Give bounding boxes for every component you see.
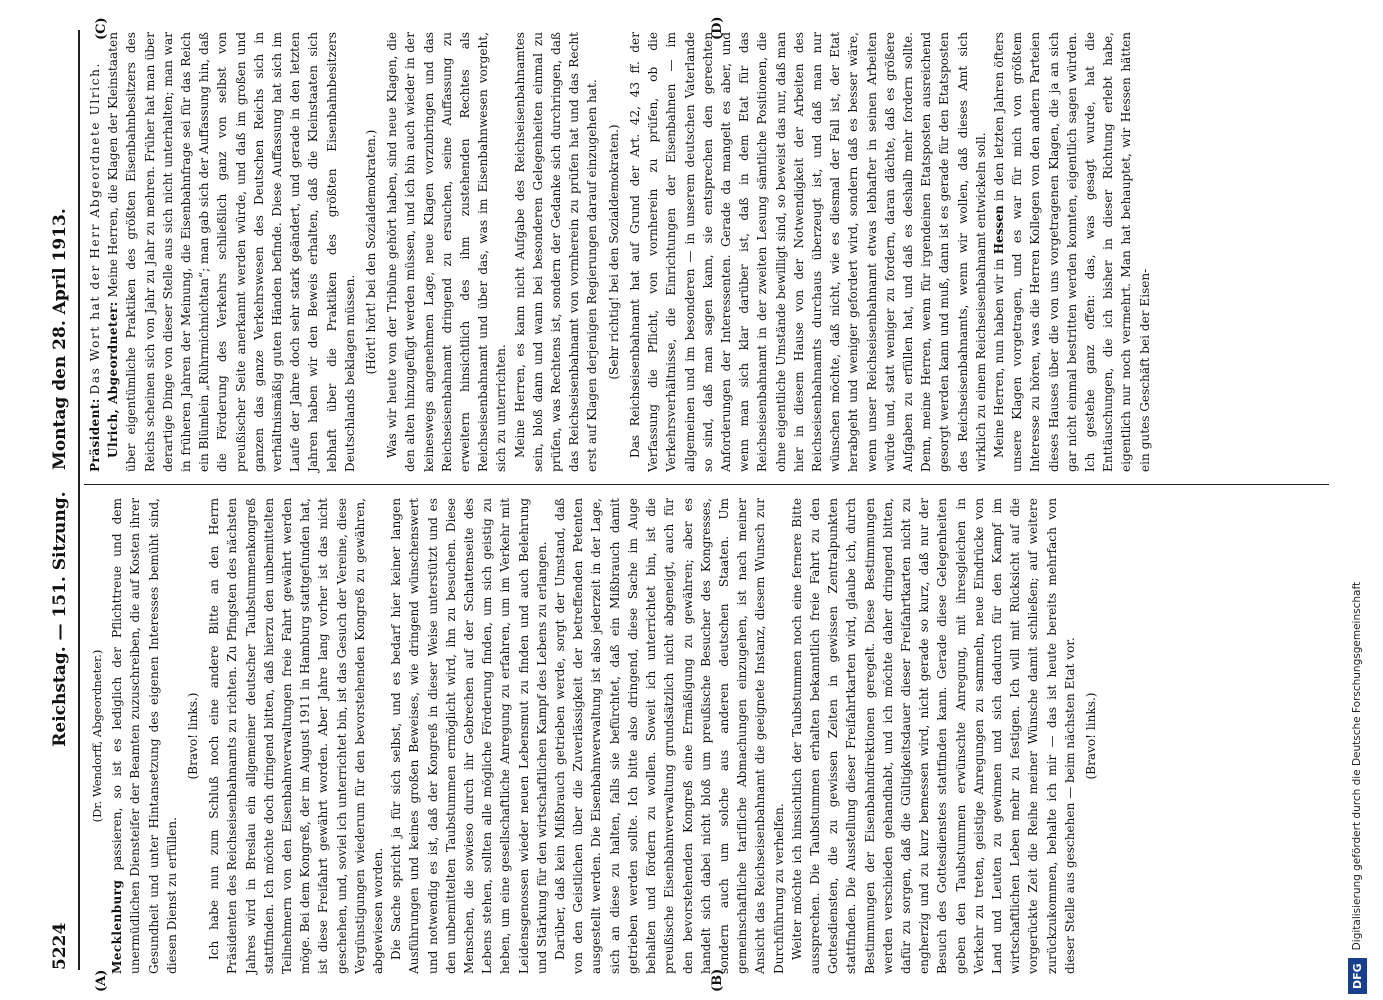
session-date: Montag den 28. April 1913. — [50, 208, 70, 470]
paragraph: Ich habe nun zum Schluß noch eine andere Bitte an den Herrn Präsidenten des Reichseisenbahnamts zu richten. Zu Pfingsten des nächsten Jahres wird in Breslau ein allgemeiner deutscher Taubstummenkongreß stattfinden. Ich möchte doch dringend bitten, daß hierzu den unbemittelten Teilnehmern von den Eisenbahnverwaltungen freie Fahrt gewährt werden möge. Bei dem Kongreß, der im August 1911 in Hamburg stattgefunden hat, ist diese Freifahrt gewährt worden. Aber Jahre lang vorher ist das nicht geschehen, und, soviel ich unterrichtet bin, ist das Gesuch der Vereine, diese Vergünstigungen wiederum für den bevorstehenden Kongreß zu gewähren, abgewiesen worden. — [207, 498, 386, 974]
paragraph-text: passieren, so ist es lediglich der Pflichttreue und dem unermüdlichen Diensteifer der Beamten zuzuschreiben, die auf Kosten ihrer Gesundheit und unter Hintansetzung des eigenen Interesses bemüht sind, diesen Dienst zu erfüllen. — [110, 498, 179, 974]
margin-mark-c: (C) — [94, 17, 109, 40]
applause-note: (Bravo! links.) — [186, 692, 201, 780]
paragraph-text: in den letzten Jahren öfters unsere Klagen vorgetragen, und es war für mich von größtem Interesse zu hören, was die Herren Kollegen von den andern Parteien dieses Hauses über die von uns vorgetragenen Klagen, die ja an sich gar nicht einmal bestritten werden konnten, eigentlich sagen würden. Ich gestehe ganz offen: das, was gesagt wurde, hat die Enttäuschungen, die ich bisher in dieser Richtung erlebt habe, eigentlich nur noch vermehrt. Man hat behauptet, wir Hessen hätten ein gutes Geschäft bei der Eisen- — [991, 32, 1152, 472]
column-divider — [84, 484, 1329, 485]
dfg-credit-strip — [1338, 6, 1376, 994]
paragraph: Darüber, daß kein Mißbrauch getrieben werde, sorgt der Umstand, daß von den Geistlichen über die Zuverlässigkeit der betreffenden Petenten ausgestellt werden. Die Eisenbahnverwaltung ist also jederzeit in der Lage, sich an diese zu halten, falls sie befürchtet, daß ein Mißbrauch damit getrieben werden sollte. Ich bitte also dringend, diese Sache im Auge behalten und fördern zu wollen. Soweit ich unterrichtet bin, ist die preußische Eisenbahnverwaltung grundsätzlich nicht abgeneigt, auch für den bevorstehenden Kongreß eine Ermäßigung zu gewähren; aber es handelt sich dabei nicht bloß um preußische Besucher des Kongresses, sondern auch um solche aus anderen deutschen Staaten. Um gemeinschaftliche tarifliche Abmachungen einzugehen, ist nach meiner Ansicht das Reichseisenbahnamt die geeignete Instanz, diesem Wunsch zur Durchführung zu verhelfen. — [553, 498, 786, 974]
speaker-name: Ulrich, Abgeordneter: — [106, 301, 121, 458]
interjection: (Hört! hört! bei den Sozialdemokraten.) — [364, 129, 379, 375]
page-number: 5224 — [50, 922, 70, 970]
place-name: Mecklenburg — [110, 879, 125, 974]
paragraph: Weiter möchte ich hinsichtlich der Taubstummen noch eine fernere Bitte aussprechen. Die Taubstummen erhalten bekanntlich freie Fahrt zu den Gottesdiensten, die zu gewissen Zeiten in gewissen Zentralpunkten stattfinden. Die Ausstellung dieser Freifahrtkarten wird, glaube ich, durch Bestimmungen der Eisenbahndirektionen geregelt. Diese Bestimmungen werden verschieden gehandhabt, und ich möchte daher dringend bitten, dafür zu sorgen, daß die Gültigkeitsdauer dieser Freifahrtkarten nicht zu engherzig und zu kurz bemessen wird, nicht gerade so kurz, daß nur der Besuch des Gottesdienstes stattfinden kann. Gerade diese Gelegenheiten geben den Taubstummen erwünschte Anregung, mit ihresgleichen in Verkehr zu treten, geistige Anregungen zu sammeln, neue Eindrücke von Land und Leuten zu gewinnen und sich dadurch für den Kampf im wirtschaftlichen Leben mehr zu festigen. Ich will mit Rücksicht auf die vorgerückte Zeit die Reihe meiner Wünsche damit schließen; auf weitere zurückzukommen, behalte ich mir — das ist heute bereits mehrfach von dieser Stelle aus geschehen — beim nächsten Etat vor. — [789, 498, 1077, 974]
margin-mark-b: (B) — [710, 968, 725, 992]
dfg-logo: DFG — [1348, 958, 1367, 994]
running-header-left — [50, 470, 76, 970]
applause-note: (Bravo! links.) — [1083, 692, 1098, 780]
margin-mark-d: (D) — [710, 16, 725, 40]
paragraph-lead: Meine Herren, nun haben wir in — [991, 258, 1006, 458]
president-label: Präsident: — [88, 398, 102, 472]
right-column — [86, 32, 1154, 472]
president-text: Das Wort hat der Herr Abgeordnete Ulrich. — [88, 62, 102, 395]
session-title: Reichstag. — 151. Sitzung. — [50, 491, 70, 747]
margin-mark-a: (A) — [94, 969, 109, 992]
running-header-right — [50, 10, 76, 470]
dfg-credit-text: Digitalisierung gefördert durch die Deutsche Forschungsgemeinschaft — [1351, 581, 1363, 951]
header-rule — [78, 30, 80, 970]
president-statement — [86, 32, 104, 472]
paragraph: Die Sache spricht ja für sich selbst, und es bedarf hier keiner langen Ausführungen und keines großen Beweises, wie dringend wünschenswert und notwendig es ist, daß der Kongreß in dieser Weise unterstützt und es den unbemittelten Taubstummen ermöglicht wird, ihn zu besuchen. Diese Menschen, die sowieso durch ihr Gebrechen auf der Schattenseite des Lebens stehen, sollten alle mögliche Förderung finden, um sich geistig zu heben, um eine gesellschaftliche Anregung zu erfahren, um im Verkehr mit Leidensgenossen wieder neuen Lebensmut zu finden und auch Belehrung und Stärkung für den wirtschaftlichen Kampf des Lebens zu erlangen. — [389, 498, 549, 974]
paragraph: Meine Herren, es kann nicht Aufgabe des Reichseisenbahnamtes sein, bloß dann und wann bei besonderen Gelegenheiten einmal zu prüfen, was Rechtens ist, sondern der Gedanke sich durchringen, daß das Reichseisenbahnamt von vornherein zu prüfen hat und das Recht erst auf Klagen derjenigen Regierungen darauf einzugehen hat. — [512, 32, 600, 472]
paragraph — [104, 32, 359, 472]
paragraph — [108, 498, 181, 974]
paragraph: Das Reichseisenbahnamt hat auf Grund der Art. 42, 43 ff. der Verfassung die Pflicht, von vornherein zu prüfen, ob die Verkehrsverhältnisse, die Einrichtungen der Eisenbahnen — im allgemeinen und im besonderen — in unserem deutschen Vaterlande so sind, daß man sagen kann, sie entsprechen den gerechten Anforderungen der Interessenten. Gerade da mangelt es aber, und wenn man sich klar darüber ist, daß in dem Etat für das Reichseisenbahnamt in der zweiten Lesung sämtliche Positionen, die ohne eigentliche Umstände bewilligt sind, so beweist das nur, daß man hier in diesem Hause von der Notwendigkeit der Arbeiten des Reichseisenbahnamts durchaus überzeugt ist, und daß man nur wünschen möchte, daß nicht, wie es diesmal der Fall ist, der Etat herabgeht und weniger gefordert wird, sondern daß es besser wäre, wenn unser Reichseisenbahnamt etwas lebhafter in seinen Arbeiten würde und, statt weniger zu fordern, daran dächte, daß es größere Aufgaben zu erfüllen hat, und daß es deshalb mehr fordern sollte. Denn, meine Herren, wenn für irgendeinen Etatsposten ausreichend gesorgt werden kann und muß, dann ist es gerade für den Etatsposten des Reichseisenbahnamts, wenn wir wollen, daß dieses Amt sich wirklich zu einem Reichseisenbahnamt entwickeln soll. — [627, 32, 988, 472]
paragraph-text: Meine Herren, die Klagen der Kleinstaaten über eigentümliche Praktiken des größten Eisenbahnbesitzers des Reichs scheinen sich von Jahr zu Jahr zu mehren. Früher hat man über derartige Dinge von dieser Stelle aus sich nicht unterhalten; man war in früheren Jahren der Meinung, die Eisenbahnfrage sei für das Reich ein Blümlein „Rührmichnichtan“; man gab sich der Auffassung hin, daß die Förderung des Verkehrs schließlich ganz von selbst von preußischer Seite anerkannt werden würde, und daß im großen und ganzen das ganze Verkehrswesen des Deutschen Reichs sich in verhältnismäßig guten Händen befinde. Diese Auffassung hat sich im Laufe der Jahre doch sehr stark geändert, und gerade in den letzten Jahren haben wir den Beweis erhalten, daß die Kleinstaaten sich lebhaft über die Praktiken des größten Eisenbahnbesitzers Deutschlands beklagen müssen. — [106, 32, 357, 472]
left-column — [86, 498, 1103, 974]
paragraph — [990, 32, 1154, 472]
interjection: (Sehr richtig! bei den Sozialdemokraten.) — [606, 124, 621, 380]
emphasis-hessen: Hessen — [991, 205, 1006, 255]
speaker-note: (Dr. Wendorff, Abgeordneter.) — [90, 649, 104, 823]
paragraph: Was wir heute von der Tribüne gehört haben, sind neue Klagen, die den alten hinzugefügt werden müssen, und ich bin auch wieder in der keineswegs angenehmen Lage, neue Klagen vorzubringen und das Reichseisenbahnamt dringend zu ersuchen, seine Auffassung zu erweitern hinsichtlich des ihm zustehenden Rechtes als Reichseisenbahnamt und über das, was im Eisenbahnwesen vorgeht, sich zu unterrichten. — [385, 32, 509, 472]
